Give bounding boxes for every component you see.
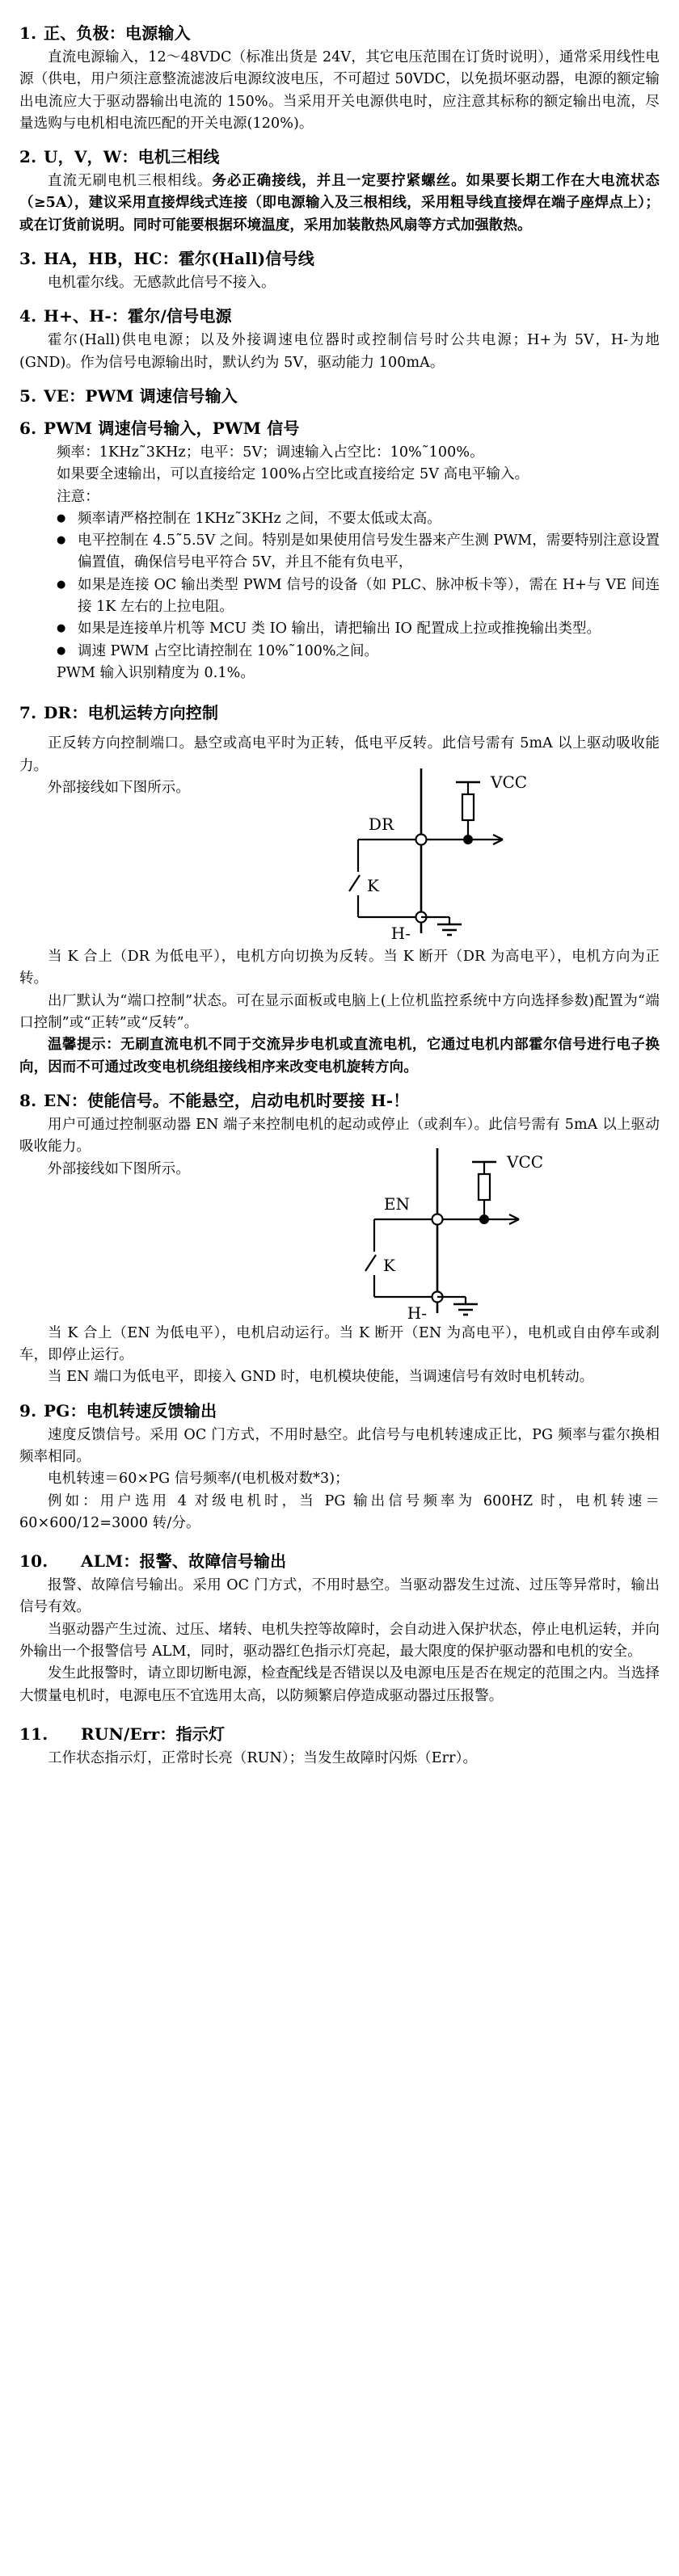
- section-heading-6: [19, 418, 660, 439]
- section-heading-10: [19, 1551, 660, 1572]
- section-7-paragraph-1: 正反转方向控制端口。悬空或高电平时为正转，低电平反转。此信号需有 5mA 以上驱动吸收能力。: [19, 735, 660, 774]
- section-3-paragraph-1: 电机霍尔线。无感款此信号不接入。: [48, 275, 276, 292]
- section-number-6: 6.: [19, 418, 37, 438]
- section-2-bold-text: 务必正确接线，并且一定要拧紧螺丝。如果要长期工作在大电流状态（≥5A），建议采用直接焊线式连接（即电源输入及三根相线，采用粗导线直接焊在端子座焊点上）；或在订货前说明。同时可能要根据环境温度，采用加装散热风扇等方式加强散热。: [19, 173, 660, 234]
- list-item: ● 电平控制在 4.5˜5.5V 之间。特别是如果使用信号发生器来产生测 PWM，需要特别注意设置偏置值，确保信号电平符合 5V，并且不能有负电平，: [57, 530, 660, 575]
- list-item: ● 如果是连接 OC 输出类型 PWM 信号的设备（如 PLC、脉冲板卡等），需在 H+与 VE 间连接 1K 左右的上拉电阻。: [57, 575, 660, 619]
- section-heading-9: [19, 1400, 660, 1421]
- section-heading-4: [19, 305, 660, 326]
- section-number-5: 5.: [19, 385, 37, 406]
- section-9-paragraph-2: 电机转速＝60×PG 信号频率/(电机极对数*3)；: [48, 1471, 349, 1488]
- section-10-paragraph-3: 发生此报警时，请立即切断电源，检查配线是否错误以及电源电压是否在规定的范围之内。当选择大惯量电机时，电源电压不宜选用太高，以防频繁启停造成驱动器过压报警。: [19, 1665, 660, 1704]
- section-number-8: 8.: [19, 1090, 37, 1110]
- section-number-4: 4.: [19, 306, 37, 326]
- section-11-paragraph-1: 工作状态指示灯，正常时长亮（RUN）；当发生故障时闪烁（Err）。: [48, 1749, 478, 1766]
- section-title-1: 正、负极：电源输入: [44, 23, 191, 43]
- section-title-10: ALM：报警、故障信号输出: [81, 1551, 287, 1572]
- switch-label-k: K: [383, 1255, 395, 1275]
- section-6-line-2: 如果要全速输出，可以直接给定 100%占空比或直接给定 5V 高电平输入。: [57, 466, 529, 483]
- vcc-label: VCC: [507, 1151, 544, 1172]
- section-heading-1: [19, 23, 660, 44]
- section-title-11: RUN/Err：指示灯: [81, 1724, 226, 1744]
- section-9-paragraph-1: 速度反馈信号。采用 OC 门方式，不用时悬空。此信号与电机转速成正比，PG 频率与霍尔换相频率相同。: [19, 1426, 660, 1465]
- section-10-paragraph-2: 当驱动器产生过流、过压、堵转、电机失控等故障时，会自动进入保护状态，停止电机运转，并向外输出一个报警信号 ALM，同时，驱动器红色指示灯亮起，最大限度的保护驱动器和电机的安全。: [19, 1621, 660, 1661]
- section-title-6: PWM 调速信号输入，PWM 信号: [44, 418, 300, 438]
- section-title-9: PG：电机转速反馈输出: [44, 1400, 217, 1421]
- section-heading-8: [19, 1090, 660, 1111]
- section-title-7: DR：电机运转方向控制: [44, 703, 219, 723]
- section-number-9: 9.: [19, 1400, 37, 1421]
- vcc-label: VCC: [491, 772, 528, 793]
- section-number-7: 7.: [19, 703, 37, 723]
- list-item: ● 调速 PWM 占空比请控制在 10%˜100%之间。: [57, 641, 660, 663]
- en-label: EN: [383, 1193, 410, 1214]
- switch-label-k: K: [367, 876, 379, 896]
- section-heading-5: [19, 385, 660, 406]
- section-8-paragraph-1: 用户可通过控制驱动器 EN 端子来控制电机的起动或停止（或刹车）。此信号需有 5mA 以上驱动吸收能力。: [19, 1116, 660, 1155]
- section-7-tip-paragraph: [19, 1034, 660, 1079]
- section-heading-11: [19, 1724, 660, 1745]
- section-number-11: 11.: [19, 1724, 48, 1744]
- section-1-paragraph-1: 直流电源输入，12～48VDC（标准出货是 24V，其它电压范围在订货时说明），通常采用线性电源（供电，用户须注意整流滤波后电源纹波电压，不可超过 50VDC，以免损坏驱动器，电源的额定输出电流应大于驱动器输出电流的 150%。当采用开关电源供电时，应注意其标称的额定输出电流，尽量选购与电机相电流匹配的开关电源(120%)。: [19, 49, 660, 132]
- section-7-after-figure-1: 当 K 合上（DR 为低电平），电机方向切换为反转。当 K 断开（DR 为高电平），电机方向为正转。: [19, 949, 660, 987]
- en-diagram-spacer: [19, 1181, 660, 1323]
- section-7-after-figure-2: 出厂默认为“端口控制”状态。可在显示面板或电脑上(上位机监控系统中方向选择参数)配置为“端口控制”或“正转”或“反转”。: [19, 992, 660, 1032]
- section-6-line-1: 频率：1KHz˜3KHz；电平：5V；调速输入占空比：10%˜100%。: [57, 444, 484, 461]
- section-title-3: HA，HB，HC：霍尔(Hall)信号线: [44, 249, 315, 269]
- section-4-paragraph-1: 霍尔(Hall)供电电源；以及外接调速电位器时或控制信号时公共电源；H+为 5V，H-为地(GND)。作为信号电源输出时，默认约为 5V，驱动能力 100mA。: [19, 332, 660, 371]
- section-6-bullet-list: [19, 508, 660, 663]
- section-7-paragraph-2: 外部接线如下图所示。: [48, 779, 190, 796]
- section-8-after-figure-1: 当 K 合上（EN 为低电平），电机启动运行。当 K 断开（EN 为高电平），电机或自由停车或刹车，即停止运行。: [19, 1324, 660, 1364]
- section-2-paragraph-1: [19, 170, 660, 237]
- section-9-paragraph-3: 例如：用户选用 4 对级电机时，当 PG 输出信号频率为 600HZ 时，电机转速＝60×600/12=3000 转/分。: [19, 1492, 660, 1531]
- section-number-3: 3.: [19, 249, 37, 269]
- section-6-closing-line: PWM 输入识别精度为 0.1%。: [57, 664, 255, 681]
- list-item: ● 如果是连接单片机等 MCU 类 IO 输出，请把输出 IO 配置成上拉或推挽输出类型。: [57, 618, 660, 640]
- dr-label: DR: [368, 814, 394, 835]
- section-2-lead-text: 直流无刷电机三根相线。: [48, 173, 213, 190]
- section-title-2: U，V，W：电机三相线: [44, 147, 220, 167]
- section-heading-3: [19, 248, 660, 269]
- dr-diagram-spacer: [19, 799, 660, 946]
- section-title-5: VE：PWM 调速信号输入: [44, 385, 238, 406]
- section-title-4: H+、H-：霍尔/信号电源: [44, 306, 232, 326]
- tip-text: 无刷直流电机不同于交流异步电机或直流电机，它通过电机内部霍尔信号进行电子换向，因而不可通过改变电机绕组接线相序来改变电机旋转方向。: [19, 1037, 660, 1075]
- section-6-line-3: 注意：: [57, 488, 99, 505]
- h-minus-label: H-: [390, 924, 411, 941]
- h-minus-label: H-: [407, 1303, 427, 1320]
- section-8-paragraph-2: 外部接线如下图所示。: [48, 1160, 190, 1177]
- section-number-2: 2.: [19, 147, 37, 167]
- section-heading-7: [19, 702, 660, 723]
- section-title-8: EN：使能信号。不能悬空，启动电机时要接 H-！: [44, 1090, 410, 1110]
- section-8-after-figure-2: 当 EN 端口为低电平，即接入 GND 时，电机模块使能，当调速信号有效时电机转动。: [48, 1369, 594, 1386]
- tip-label: 温馨提示：: [48, 1037, 121, 1054]
- section-10-paragraph-1: 报警、故障信号输出。采用 OC 门方式，不用时悬空。当驱动器发生过流、过压等异常时，输出信号有效。: [19, 1577, 660, 1616]
- list-item: ● 频率请严格控制在 1KHz˜3KHz 之间，不要太低或太高。: [57, 508, 660, 530]
- section-heading-2: [19, 146, 660, 167]
- section-number-10: 10.: [19, 1551, 48, 1572]
- section-number-1: 1.: [19, 23, 37, 43]
